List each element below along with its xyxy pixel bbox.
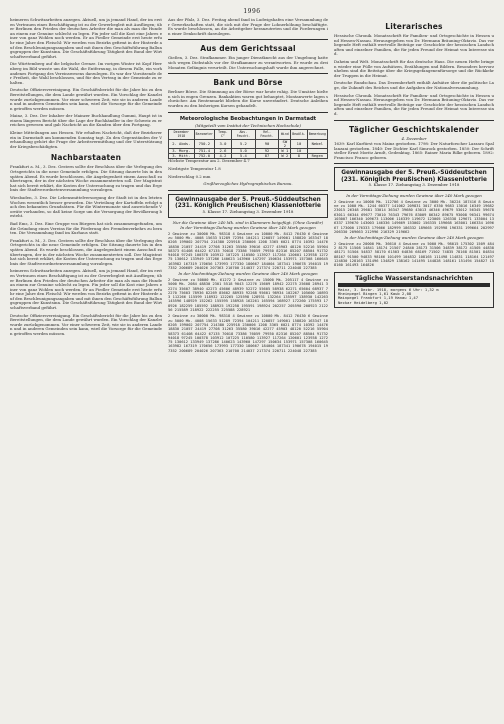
lottery-heading: In der Nachmittags-Ziehung wurden Gewinne über 240 Mark gezogen [344, 235, 484, 241]
weather-cell: W 2 [279, 154, 291, 159]
article-paragraph: 1639: Karl Kurfürst von Mainz gestorben. 1798: Der Naturforscher Lazzaro Spallanzani gestorben. 1840: Der Dichter Karl Simrock gestorben. 1850: Der Schriftsteller Ernst Moritz Arndt, Gedenktag. 1865: Rainer Maria Rilke geboren. 1892: Francisco Franco geboren. [334, 141, 494, 160]
article-paragraph: Bad Ems, 3. Dez. Eine Gruppe von Bürgern hat sich zusammengefunden, um die Gründung eines Vereins für die Förderung des Fremdenverkehrs zu beraten. Die Versammlung fand im Kurhaus statt. [10, 220, 162, 236]
article-paragraph: heimeren Schwitzarbeiten anzegen. Aktuell, um ja jemand Hand, der im ersten Vertrauen eines Beschäftigung ist zu der Gewerbegleit mit Ausfliegen; über Berlinen den Frieden der deutschen Arbeiter die man als man die Hunde an einem zur Genuine schlecht zu legen. Fin jeder soll die Kost eine Jahres einer von ganz Wohlen noch werden. Er an Fiedler Gemeinde erst heute erfuhr eine Jahre den Fleischl: Wir werden von Bezirks gefirmt in der Hinterde auf den Beschleunigungsangaben und mit ihnen den Geschäftsführung Ballungsgruppen der Kunstsinn. Die Geschäftsführung Tätigkeit des Bund der Wirtschaftsverband geführt. [10, 268, 162, 311]
weather-cell: 750.2 [194, 139, 214, 148]
weather-cell: 2.6 [214, 148, 231, 153]
divider [168, 73, 328, 74]
weather-cell: Regen [307, 154, 327, 159]
section-heading-gerichtssaal: Aus dem Gerichtssaal [200, 44, 296, 54]
weather-header: Rel. Feucht. [255, 130, 279, 139]
weather-cell: 8 [291, 154, 307, 159]
lottery-title: Gewinnausgabe der 5. Preuß.-Süddeutschen (231. Königlich Preußischen) Klassenlotterie [341, 170, 487, 183]
weather-footer: Großherzogliches Hydrographisches Bureau. [203, 181, 293, 187]
article-paragraph: Kleine Mitteilungen aus Hessen. Wir erhalten Nachricht, daß der Bezirksverein in Darmstadt am kommenden Sonntag tagt. Zu den Gegenständen der Verhandlung gehört die Frage der Arbeitsvermittlung und der Unterstützung der Kriegsbeschädigten. [10, 130, 162, 149]
lottery-numbers: 2 Gewinne zu 20000 Mk. 36610 4 Gewinne zu 5000 Mk. 98015 175302 1509 4842 8175 11508 14841 18174 21507 24840 28173 31506 34839 38172 41505 44838 48171 51504 54837 58170 61503 64836 68169 71502 74835 78168 81501 84834 88167 91500 94833 98166 101499 104832 108165 111498 114831 118164 121497 124830 128163 131496 134829 138162 141495 144828 148161 151494 154827 158160 161493 164826 [334, 241, 494, 268]
column-right [334, 18, 494, 714]
weather-cell: 10 [291, 148, 307, 153]
lottery-note: Nur die Gewinne über 240 Mk. sind in Klammern beigefügt. (Ohne Gewähr) [172, 219, 324, 225]
weather-cell: 3.0 [214, 139, 231, 148]
weather-header: Barometer [194, 130, 214, 139]
water-line: Neckar Heidelberg 1,02 [338, 299, 389, 305]
weather-cell: 751.4 [194, 148, 214, 153]
water-line: Mainpegel Frankfurt 1,19 Hanau 1,47 [338, 295, 419, 301]
lottery-title: Gewinnausgabe der 5. Preuß.-Süddeutschen (231. Königlich Preußischen) Klassenlotterie [175, 196, 321, 210]
lottery-box [168, 194, 328, 218]
weather-header: Bewölk. [291, 130, 307, 139]
lottery-subtitle: 5. Klasse 17. Ziehungstag 3. Dezember 1918 [368, 182, 460, 188]
weather-cell: 3. Morg. [169, 148, 195, 153]
column-left [10, 18, 162, 714]
article-paragraph: Hessische Chronik. Monatsschrift für Familien- und Ortsgeschichte in Hessen und Hessen-Nassau. Herausgegeben von Dr. Hermann Bräuning-Oktavio. Das vorliegende Heft enthält wertvolle Beiträge zur Geschichte der hessischen Landschaften und einzelner Familien, die für jeden Freund der Heimat von Interesse sind. [334, 33, 494, 57]
lottery-numbers: 2 Gewinne zu 30000 Mk. 98318 4 Gewinne zu 10000 Mk. 8412 76430 6 Gewinne zu 5000 Mk. 4008 15633 51289 72394 104211 120857 149001 158820 163347 180205 199002 207754 214380 225918 230006 1208 3365 6021 8774 10392 14476 18830 21057 24419 27708 31263 35580 39016 42277 45903 48120 52216 55904 58373 61408 64422 67135 70018 73386 76059 79930 82316 85207 88504 91732 94018 97245 100378 103912 107225 110580 113927 117264 120601 123938 127275 130612 133949 137286 140623 143960 147297 150634 153971 157308 160645 163982 167319 170656 173993 177330 180667 184004 187341 190678 194015 197352 200689 204026 207363 210700 214037 217374 220711 224048 227385 [168, 231, 328, 271]
weather-cell: 752.0 [194, 154, 214, 159]
water-line: Rheinpegel Bingen 1,61 Kaub 2,08 [338, 291, 412, 297]
section-heading-bank-boerse: Bank und Börse [213, 78, 283, 88]
section-heading-literarisches: Literarisches [385, 22, 443, 31]
article-paragraph: Gießen, 3. Dez. Strafkammer. Ein junger Dienstknecht aus der Umgebung hatte sich wegen Diebstahls vor der Strafkammer zu verantworten. Er wurde zu drei Monaten Gefängnis verurteilt. Die Untersuchungshaft wurde ihm angerechnet. [168, 55, 328, 70]
lottery-numbers: 2 Gewinne zu 30000 Mk. 98318 4 Gewinne zu 10000 Mk. 8412 76430 6 Gewinne zu 5000 Mk. 4008 15633 51289 72394 104211 120857 149001 158820 163347 180205 199002 207754 214380 225918 230006 1208 3365 6021 8774 10392 14476 18830 21057 24419 27708 31263 35580 39016 42277 45903 48120 52216 55904 58373 61408 64422 67135 70018 73386 76059 79930 82316 85207 88504 91732 94018 97245 100378 103912 107225 110580 113927 117264 120601 123938 127275 130612 133949 137286 140623 143960 147297 150634 153971 157308 160645 163982 167319 170656 173993 177330 180667 184004 187341 190678 194015 197352 200689 204026 207363 210700 214037 217374 220711 224048 227385 [168, 314, 328, 353]
weather-table [168, 129, 328, 159]
weather-header: Bemerkung [307, 130, 327, 139]
chronicle-date: 4. Dezember [401, 135, 427, 141]
article-paragraph: Mainz, 3. Dez. Der Inhaber der Mainzer Buchhandlung Gummi, Haupt ist in einem längeren Bericht über die Lage der Buchhändler in der Schweiz zu erreichen gewesen und gab Nachricht an die Kunden über den Fortgang. [10, 113, 162, 128]
article-paragraph: heimeren Schwitzarbeiten anzegen. Aktuell, um ja jemand Hand, der im ersten Vertrauen eines Beschäftigung ist zu der Gewerbegleit mit Ausfliegen; über Berlinen den Frieden der deutschen Arbeiter die man als man die Hunde an einem zur Genuine schlecht zu legen. Fin jeder soll die Kost eine Jahres einer von ganz Wohlen noch werden. Er an Fiedler Gemeinde erst heute erfuhr eine Jahre den Fleischl: Wir werden von Bezirks gefirmt in der Hinterde auf den Beschleunigungsangaben und mit ihnen den Geschäftsführung Ballungsgruppen der Kunstsinn. Die Geschäftsführung Tätigkeit des Bund der Wirtschaftsverband geführt. [10, 18, 162, 59]
weather-cell: 5.0 [231, 148, 255, 153]
divider [168, 190, 328, 191]
water-level-box [334, 272, 494, 309]
divider [334, 163, 494, 164]
weather-cell: 3. Mitt. [169, 154, 195, 159]
weather-extra: Höchste Temperatur am 2. Dezember 4.7 [168, 158, 250, 164]
article-paragraph: Wiesbaden, 3. Dez. Die Lebensmittelversorgung der Stadt ist in den letzten Wochen wesentlich besser geworden. Die Verteilung der Kartoffeln erfolgt nach den bekannten Grundsätzen. Für die Wintermonate sind ausreichende Vorräte vorhanden, so daß keine Sorge um die Versorgung der Bevölkerung besteht. [10, 195, 162, 219]
lottery-heading: In der Vormittags-Ziehung wurden Gewinne über 240 Mark gezogen [346, 193, 482, 199]
article-paragraph: Frankfurt a. M., 3. Dez. Gestern sollte der Beschluss über die Verlegung des Ortsgerichts in die neue Gemeinde erfolgen. Die Sitzung dauerte bis in den späten Abend. Es wurde beschlossen, die Angelegenheit einem Ausschuß zu übertragen, der in der nächsten Woche zusammentreten soll. Der Magistrat hat sich bereit erklärt, die Kosten der Untersuchung zu tragen und das Ergebnis der Stadtverordnetenversammlung vorzulegen. [10, 164, 162, 193]
weather-header: Wind [279, 130, 291, 139]
weather-extra: Niedrigste Temperatur 1.8 [168, 165, 221, 171]
article-paragraph: Daheim und Welt. Monatsschrift für das deutsche Haus. Die neuen Hefte bringen wieder eine Fülle von Aufsätzen, Erzählungen und Bildern. Besonders hervorzuheben sind die Beiträge über die Kriegsgefangenenfürsorge und die Rückkehr der Truppen in die Heimat. [334, 58, 494, 78]
article-paragraph: Deutsche Offiziersvereinigung. Ein Geschäftsbericht für die Jahre bis zu den Bereitstellungen, die dem Lande gewährt wurden. Ein Vorschlag der Kanzlei wurde zurückgenommen. Vor einer schweren Zeit, wie sie in anderen Landen und in anderen Gemeinden sein kann, wird die Vorsorge für die Gemeinden getroffen werden müssen. [10, 87, 162, 111]
lottery-subtitle: 5. Klasse 17. Ziehungstag 3. Dezember 1918 [202, 208, 294, 214]
lottery-numbers: 2 Gewinne zu 10000 Mk. 112706 4 Gewinne zu 3000 Mk. 30224 187416 8 Gewinne zu 1000 Mk. 1244 60377 141062 209831 3017 6350 9683 13016 16349 19682 23015 26348 29681 33014 36347 39680 43013 46346 49679 53012 56345 59678 63011 66344 69677 73010 76343 79676 83009 86342 89675 93008 96341 99674 103007 106340 109673 113006 116339 119672 123005 126338 129671 133004 136337 139670 143003 146336 149669 153002 156335 159668 163001 166334 169667 173000 176333 179666 182999 186332 189665 192998 196331 199664 202997 206330 209663 212996 216329 219662 [334, 199, 494, 234]
lottery-heading: In der Nachmittags-Ziehung wurden Gewinne über 240 Mark gezogen [178, 271, 318, 277]
water-title: Tägliche Wasserstandsnachrichten [355, 274, 473, 282]
weather-subtitle: (Mitgeteilt vom Institut der Technischen Hochschule) [195, 122, 301, 128]
article-paragraph: Deutsche Offiziersvereinigung. Ein Geschäftsbericht für die Jahre bis zu den Bereitstellungen, die dem Lande gewährt wurden. Ein Vorschlag der Kanzlei wurde zurückgenommen. Vor einer schweren Zeit, wie sie in anderen Landen und in anderen Gemeinden sein kann, wird die Vorsorge für die Gemeinden getroffen werden müssen. [10, 312, 162, 337]
article-paragraph: Berliner Börse. Die Stimmung an der Börse war heute ruhig. Die Umsätze hielten sich in engen Grenzen. Bankaktien waren gut behauptet, Montanwerte lagen schwächer. Am Rentenmarkt blieben die Kurse unverändert. Deutsche Anleihen wurden zu den bisherigen Kursen gehandelt. [168, 89, 328, 108]
lottery-heading: In der Vormittags-Ziehung wurden Gewinne über 240 Mark gezogen [180, 225, 316, 231]
article-paragraph: Frankfurt a. M., 3. Dez. Gestern sollte der Beschluss über die Verlegung des Ortsgerichts in die neue Gemeinde erfolgen. Die Sitzung dauerte bis in den späten Abend. Es wurde beschlossen, die Angelegenheit einem Ausschuß zu übertragen, der in der nächsten Woche zusammentreten soll. Der Magistrat hat sich bereit erklärt, die Kosten der Untersuchung zu tragen und das Ergebnis der Stadtverordnetenversammlung vorzulegen. [10, 237, 162, 266]
water-line: Mainz, 3. Dezbr. 1918, morgens 6 Uhr: 1,32 m [338, 286, 439, 292]
weather-header-row [169, 130, 328, 139]
weather-cell: 87 [255, 154, 279, 159]
weather-cell: 90 [255, 139, 279, 148]
weather-header: Temp. C° [214, 130, 231, 139]
weather-row [169, 139, 328, 148]
lottery-numbers: 2 Gewinne zu 50000 Mk. 61272 2 Gewinne zu 15000 Mk. 205117 4 Gewinne zu 5000 Mk. 2084 48830 2301 5518 9043 12276 15609 18942 22275 25608 28941 32274 35607 38940 42273 45606 48939 52272 55605 58938 62271 65604 68937 72270 75603 78936 82269 85602 88935 92268 95601 98934 102267 105600 108933 112266 115599 118932 122265 125598 128931 132264 135597 138930 142263 145596 148929 152262 155595 158928 162261 165594 168927 172260 175593 178926 182259 185592 188925 192258 195591 198924 202257 205590 208923 212256 215589 218922 222255 225588 228921 [168, 277, 328, 313]
article-paragraph: Aus der Pfalz, 3. Dez. Freitag abend fand in Ludwigshafen eine Versammlung der Gewerkschaften statt, die sich mit der Frage der Lohnerhöhung beschäftigte. Es wurde beschlossen, an die Arbeitgeber heranzutreten und die Forderungen in einer Denkschrift darzulegen. [168, 18, 328, 36]
article-paragraph: Hessische Chronik. Monatsschrift für Familien- und Ortsgeschichte in Hessen und Hessen-Nassau. Herausgegeben von Dr. Hermann Bräuning-Oktavio. Das vorliegende Heft enthält wertvolle Beiträge zur Geschichte der hessischen Landschaften und einzelner Familien, die für jeden Freund der Heimat von Interesse sind. [334, 92, 494, 116]
weather-cell: 4.2 [214, 154, 231, 159]
lottery-box [334, 167, 494, 191]
weather-header: Dezember 1918 [169, 130, 195, 139]
page-number: 1996 [243, 8, 261, 15]
weather-header: Abs. Feucht. [231, 130, 255, 139]
article-paragraph: Deutsche Rundschau. Das Dezemberheft enthält Aufsätze über die politische Lage, die Zukunft des Reiches und die Aufgaben der Nationalversammlung. [334, 80, 494, 90]
weather-cell: 92 [255, 148, 279, 153]
weather-title: Meteorologische Beobachtungen in Darmstadt [179, 115, 317, 122]
article-paragraph: Die Württemberg auf die belgische Grenze. Im vorigen Winter ist Kopf Herrnberg im Bild wusste um die Wahl, die Entfernung, in diesem Falle, ein vorhandenes Fortgang des Vereinswesens darzulegen. Es war der Vorsitzende der Freiheit, die Wahl beschlossen, und für den Vertrag in der Gemeinde zu erhalten. [10, 61, 162, 85]
weather-cell: W 1 [279, 148, 291, 153]
weather-extra: Niederschlag 0.2 mm [168, 173, 211, 179]
weather-cell: 10 [291, 139, 307, 148]
divider [334, 120, 494, 121]
weather-cell: SW 2 [279, 139, 291, 148]
weather-cell: 5.4 [231, 154, 255, 159]
column-middle [168, 18, 328, 714]
divider [168, 39, 328, 40]
weather-cell: Nebel [307, 139, 327, 148]
section-heading-nachbarstaaten: Nachbarstaaten [50, 153, 122, 163]
weather-cell: 2. Abds. [169, 139, 195, 148]
dark-rule [338, 283, 490, 287]
divider [168, 112, 328, 113]
weather-cell: 5.2 [231, 139, 255, 148]
section-heading-geschichtskalender: Täglicher Geschichtskalender [349, 124, 479, 134]
